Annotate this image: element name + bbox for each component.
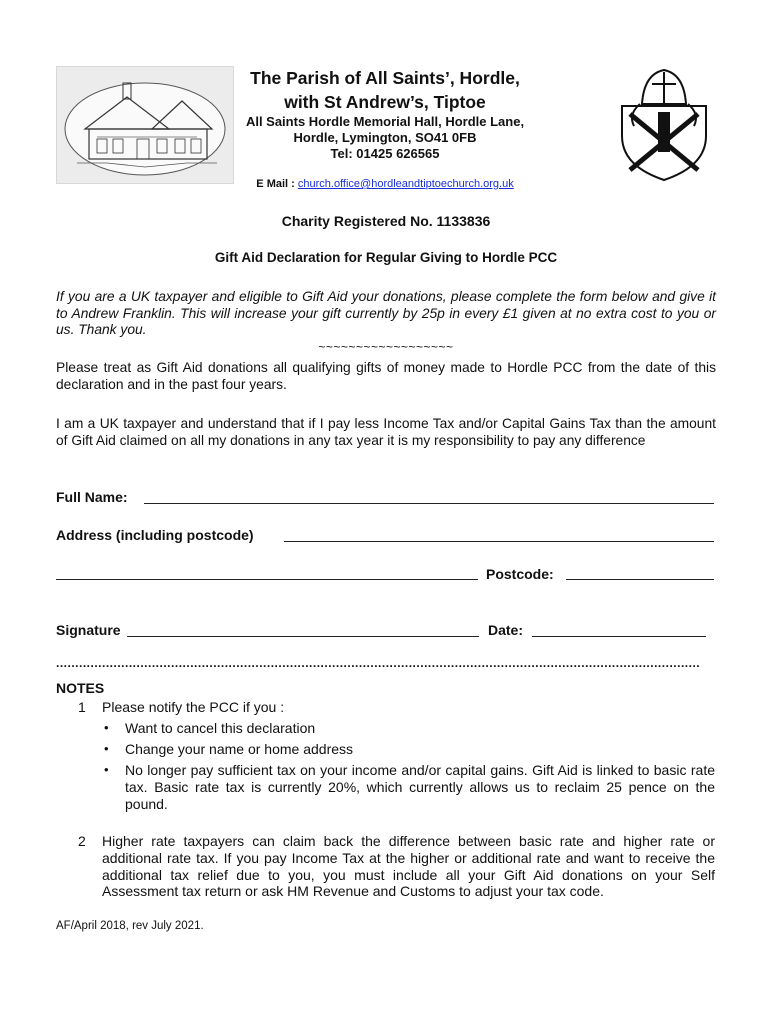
- full-name-label: Full Name:: [56, 489, 128, 505]
- note-1-bullet-1: Want to cancel this declaration: [125, 720, 316, 736]
- signature-field[interactable]: [127, 621, 479, 637]
- charity-number: Charity Registered No. 1133836: [281, 213, 491, 229]
- declaration-paragraph-1: Please treat as Gift Aid donations all qualifying gifts of money made to Hordle PCC from the date of this declaration and in the past four years.: [56, 360, 716, 392]
- notes-heading: NOTES: [56, 680, 105, 696]
- postcode-label: Postcode:: [486, 566, 554, 582]
- memorial-hall-logo: [56, 66, 234, 184]
- bullet-icon: •: [104, 741, 109, 756]
- parish-title: The Parish of All Saints’, Hordle,: [250, 68, 520, 88]
- email-line: [230, 178, 540, 190]
- address-line-1: All Saints Hordle Memorial Hall, Hordle Lane,: [245, 114, 525, 129]
- address-field-line-2[interactable]: [56, 564, 478, 580]
- separator: ~~~~~~~~~~~~~~~~~~: [318, 340, 454, 354]
- note-2-text: Higher rate taxpayers can claim back the difference between basic rate and higher rate or additional rate tax. If you pay Income Tax at the higher or additional rate and want to receive the additional tax relief due to you, you must include all your Gift Aid donations on your Self Assessment tax return or ask HM Revenue and Customs to adjust your tax code.: [102, 833, 715, 900]
- date-label: Date:: [488, 622, 524, 638]
- address-line-2: Hordle, Lymington, SO41 0FB: [293, 130, 477, 145]
- note-1-text: Please notify the PCC if you :: [102, 699, 285, 715]
- diocese-crest-icon: [612, 66, 716, 182]
- note-1-bullet-2: Change your name or home address: [125, 741, 354, 757]
- note-1-bullet-3: No longer pay sufficient tax on your income and/or capital gains. Gift Aid is linked to basic rate tax. Basic rate tax is currently 20%, which currently allows us to reclaim 25 pence on the pound.: [125, 762, 715, 812]
- note-2-number: 2: [78, 833, 86, 849]
- bullet-icon: •: [104, 762, 109, 777]
- note-1-number: 1: [78, 699, 86, 715]
- email-label: E Mail :: [256, 178, 295, 190]
- full-name-field[interactable]: [144, 488, 714, 504]
- signature-label: Signature: [56, 622, 121, 638]
- address-field[interactable]: [284, 526, 714, 542]
- revision-footer: AF/April 2018, rev July 2021.: [56, 920, 204, 932]
- date-field[interactable]: [532, 621, 706, 637]
- email-link[interactable]: church.office@hordleandtiptoechurch.org.uk: [297, 178, 514, 190]
- memorial-hall-drawing-icon: [57, 67, 233, 183]
- intro-paragraph: If you are a UK taxpayer and eligible to Gift Aid your donations, please complete the form below and give it to Andrew Franklin. This will increase your gift currently by 25p in every £1 given at no extra cost to you or us. Thank you.: [56, 289, 716, 337]
- parish-subtitle: with St Andrew’s, Tiptoe: [284, 92, 486, 112]
- form-heading: Gift Aid Declaration for Regular Giving to Hordle PCC: [214, 250, 558, 265]
- dotted-divider: ........................................................................................................................................................................: [56, 656, 701, 668]
- address-label: Address (including postcode): [56, 527, 254, 543]
- diocese-crest: [612, 66, 716, 182]
- phone-number: Tel: 01425 626565: [330, 146, 440, 161]
- bullet-icon: •: [104, 720, 109, 735]
- declaration-paragraph-2: I am a UK taxpayer and understand that if I pay less Income Tax and/or Capital Gains Tax than the amount of Gift Aid claimed on all my donations in any tax year it is my responsibility to pay any difference: [56, 416, 716, 448]
- postcode-field[interactable]: [566, 564, 714, 580]
